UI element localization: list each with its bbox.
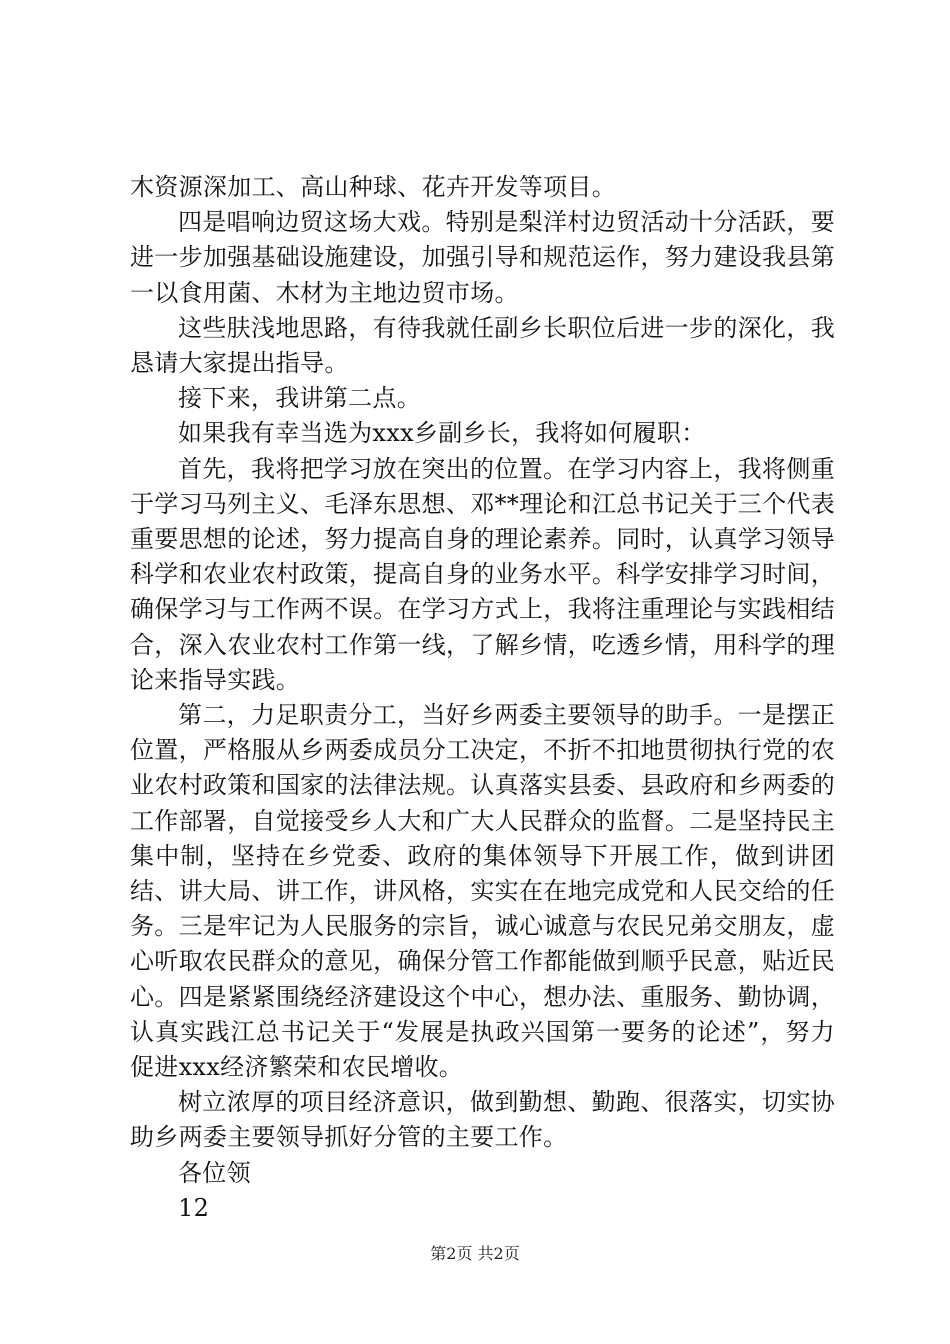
paragraph: 各位领: [178, 1158, 251, 1187]
paragraph: 四是唱响边贸这场大戏。特别是梨洋村边贸活动十分活跃，要进一步加强基础设施建设，加强引导和规范运作，努力建设我县第一以食用菌、木材为主地边贸市场。: [130, 208, 835, 307]
paragraph: 第二，力足职责分工，当好乡两委主要领导的助手。一是摆正位置，严格服从乡两委成员分工决定，不折不扣地贯彻执行党的农业农村政策和国家的法律法规。认真落实县委、县政府和乡两委的工作部署，自觉接受乡人大和广大人民群众的监督。二是坚持民主集中制，坚持在乡党委、政府的集体领导下开展工作，做到讲团结、讲大局、讲工作，讲风格，实实在在地完成党和人民交给的任务。三是牢记为人民服务的宗旨，诚心诚意与农民兄弟交朋友，虚心听取农民群众的意见，确保分管工作都能做到顺乎民意，贴近民心。四是紧紧围绕经济建设这个中心，想办法、重服务、勤协调，认真实践江总书记关于“发展是执政兴国第一要务的论述”，努力促进xxx经济繁荣和农民增收。: [130, 701, 835, 1082]
page-number-footer: 第2页 共2页: [430, 1244, 520, 1263]
paragraph: 首先，我将把学习放在突出的位置。在学习内容上，我将侧重于学习马列主义、毛泽东思想、邓**理论和江总书记关于三个代表重要思想的论述，努力提高自身的理论素养。同时，认真学习领导科学和农业农村政策，提高自身的业务水平。科学安排学习时间，确保学习与工作两不误。在学习方式上，我将注重理论与实践相结合，深入农业农村工作第一线，了解乡情，吃透乡情，用科学的理论来指导实践。: [130, 454, 835, 694]
paragraph: 12: [178, 1193, 210, 1222]
paragraph: 木资源深加工、高山种球、花卉开发等项目。: [130, 173, 616, 201]
paragraph: 这些肤浅地思路，有待我就任副乡长职位后进一步的深化，我恳请大家提出指导。: [130, 313, 835, 378]
document-body: [130, 170, 835, 1226]
paragraph: 树立浓厚的项目经济意识，做到勤想、勤跑、很落实，切实协助乡两委主要领导抓好分管的主要工作。: [130, 1088, 835, 1152]
paragraph: 如果我有幸当选为xxx乡副乡长，我将如何履职：: [178, 419, 706, 448]
paragraph: 接下来，我讲第二点。: [178, 384, 421, 413]
